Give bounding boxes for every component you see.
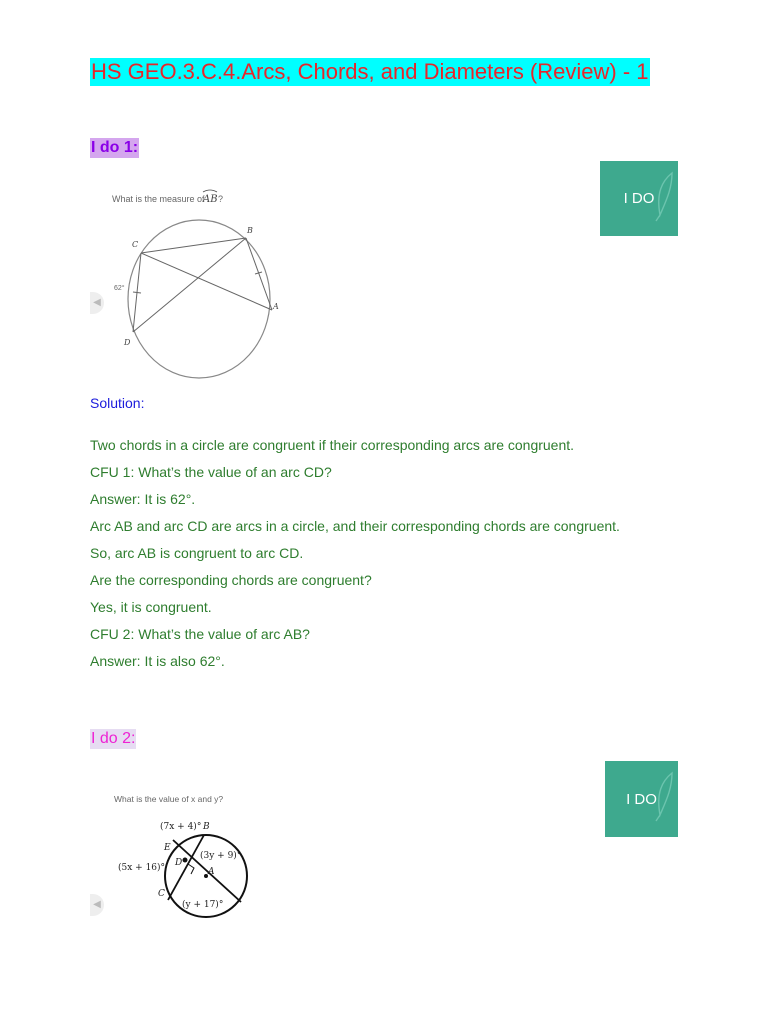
solution-line: Are the corresponding chords are congruent? [90, 572, 372, 588]
figure-prompt-end: ? [218, 194, 224, 204]
figure-prompt: What is the value of x and y? [114, 794, 224, 804]
solution-line: Two chords in a circle are congruent if their corresponding arcs are congruent. [90, 437, 575, 453]
solution-line: CFU 2: What’s the value of arc AB? [90, 626, 310, 642]
section-heading-i-do-2: I do 2: [91, 730, 136, 747]
arc-label: AB [203, 194, 218, 205]
solution-line: Answer: It is 62°. [90, 491, 196, 507]
point-b-label: B [247, 226, 253, 235]
point-a-label: A [273, 302, 279, 311]
point-a-label: A [208, 867, 215, 877]
feather-icon [652, 171, 676, 223]
point-c-label: C [158, 889, 165, 899]
i-do-badge-2 [605, 761, 678, 837]
figure-prompt: What is the measure of [112, 194, 205, 204]
solution-line: So, arc AB is congruent to arc CD. [90, 545, 304, 561]
solution-line: Yes, it is congruent. [90, 599, 212, 615]
i-do-badge-label: I DO [623, 190, 655, 207]
point-d-label: D [175, 858, 183, 868]
point-c-label: C [132, 240, 139, 249]
point-e-label: E [164, 843, 171, 853]
i-do-badge-1 [600, 161, 678, 236]
solution-line: CFU 1: What’s the value of an arc CD? [90, 464, 332, 480]
solution-line: Arc AB and arc CD are arcs in a circle, and their corresponding chords are congruent. [90, 518, 620, 534]
figure-arcs-chords [104, 186, 294, 386]
chevron-left-icon[interactable]: ◀ [90, 894, 104, 916]
point-d-label: D [124, 338, 131, 347]
angle-label: 62° [114, 285, 125, 292]
i-do-badge-label: I DO [626, 790, 657, 808]
section-heading-i-do-1: I do 1: [91, 139, 139, 156]
arc-label-left: (5x + 16)° [118, 863, 166, 873]
page-title: HS GEO.3.C.4.Arcs, Chords, and Diameters (Review) - 1 [91, 59, 649, 84]
figure-arcs-diameter [104, 788, 264, 928]
chevron-left-icon[interactable]: ◀ [90, 292, 104, 314]
solution-line: Answer: It is also 62°. [90, 653, 225, 669]
arc-label-inner: (3y + 9)° [200, 851, 242, 861]
solution-text [90, 432, 620, 675]
solution-label: Solution: [90, 395, 145, 411]
arc-label-top: (7x + 4)° [160, 822, 202, 832]
point-b-label: B [203, 822, 210, 832]
arc-label-bottom: (y + 17)° [182, 900, 224, 910]
